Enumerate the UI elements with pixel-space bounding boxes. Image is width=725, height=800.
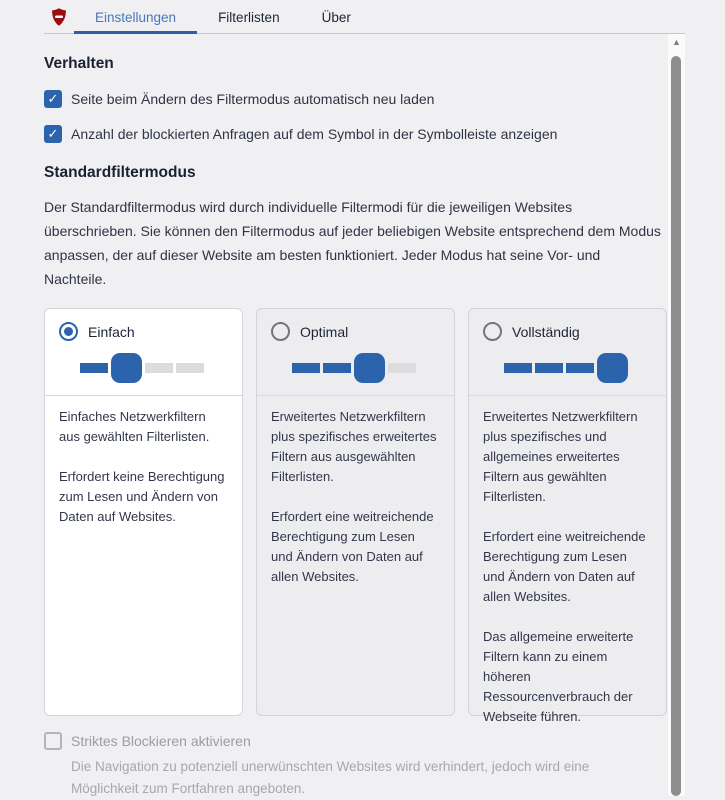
option-badge-count[interactable] [44,125,668,143]
tab-ueber[interactable] [301,0,372,34]
mode-vollstaendig-paragraph: Das allgemeine erweiterte Filtern kann zu einem höheren Ressourcenverbrauch der Webseite führen. [483,629,634,724]
mode-vollstaendig-paragraph: Erweitertes Netzwerkfiltern plus spezifisches und allgemeines erweitertes Filtern aus gewählten Filterlisten. [483,409,638,504]
auto-reload-checkbox[interactable] [44,90,62,108]
auto-reload-label: Seite beim Ändern des Filtermodus automatisch neu laden [71,91,435,107]
radio-vollstaendig[interactable] [483,322,502,341]
mode-card-optimal-head [257,309,454,396]
mode-card-vollstaendig-head [469,309,666,396]
tab-bar [0,0,725,34]
option-auto-reload[interactable] [44,90,668,108]
mode-einfach-paragraph: Einfaches Netzwerkfiltern aus gewählten Filterlisten. [59,409,210,444]
mode-vollstaendig-paragraph: Erfordert eine weitreichende Berechtigung zum Lesen und Ändern von Daten auf allen Websites. [483,529,646,604]
tab-einstellungen-label: Einstellungen [95,9,177,25]
radio-einfach[interactable] [59,322,78,341]
checkmark-icon: ✓ [47,126,59,141]
strict-blocking-checkbox [44,732,62,750]
mode-vollstaendig-label: Vollständig [512,323,580,340]
mode-einfach-label: Einfach [88,323,135,340]
scroll-up-arrow-icon[interactable]: ▲ [672,37,681,47]
strict-blocking-section [44,732,668,800]
settings-pane [0,34,668,800]
mode-optimal-label: Optimal [300,323,349,340]
mode-card-einfach[interactable] [44,308,243,716]
tab-einstellungen[interactable] [74,0,197,34]
badge-count-label: Anzahl der blockierten Anfragen auf dem Symbol in der Symbolleiste anzeigen [71,126,558,142]
default-mode-heading: Standardfiltermodus [44,164,196,181]
mode-optimal-paragraph: Erfordert eine weitreichende Berechtigung zum Lesen und Ändern von Daten auf allen Websites. [271,509,434,584]
mode-card-vollstaendig[interactable] [468,308,667,724]
scrollbar-thumb[interactable] [671,56,681,796]
mode-card-einfach-head [45,309,242,396]
mode-vollstaendig-description [469,396,666,738]
default-mode-description: Der Standardfiltermodus wird durch individuelle Filtermodi für die jeweiligen Websites überschrieben. Sie können den Filtermodus auf jeder beliebigen Website entsprechend dem Modus anpassen, der auf dieser Website am besten funktioniert. Jeder Modus hat seine Vor- und Nachteile. [44,199,661,287]
filter-level-slider-einfach[interactable] [80,353,207,383]
mode-optimal-description [257,396,454,598]
mode-einfach-paragraph: Erfordert keine Berechtigung zum Lesen und Ändern von Daten auf Websites. [59,469,225,524]
filter-level-slider-vollstaendig[interactable] [504,353,631,383]
filter-mode-cards [44,308,669,724]
ublock-shield-icon [49,6,69,28]
tab-ueber-label: Über [321,9,351,25]
tab-filterlisten[interactable] [197,0,301,34]
badge-count-checkbox[interactable] [44,125,62,143]
checkmark-icon: ✓ [47,91,59,106]
scrollbar[interactable] [668,34,685,796]
behavior-heading: Verhalten [44,55,114,72]
tabs [74,0,372,34]
strict-blocking-label: Striktes Blockieren aktivieren [71,733,251,749]
strict-blocking-description: Die Navigation zu potenziell unerwünschten Websites wird verhindert, jedoch wird eine Möglichkeit zum Fortfahren angeboten. [71,759,590,796]
tab-filterlisten-label: Filterlisten [218,9,280,25]
mode-card-optimal[interactable] [256,308,455,716]
radio-optimal[interactable] [271,322,290,341]
filter-level-slider-optimal[interactable] [292,353,419,383]
mode-optimal-paragraph: Erweitertes Netzwerkfiltern plus spezifisches erweitertes Filtern aus ausgewählten Filterlisten. [271,409,437,484]
mode-einfach-description [45,396,242,538]
